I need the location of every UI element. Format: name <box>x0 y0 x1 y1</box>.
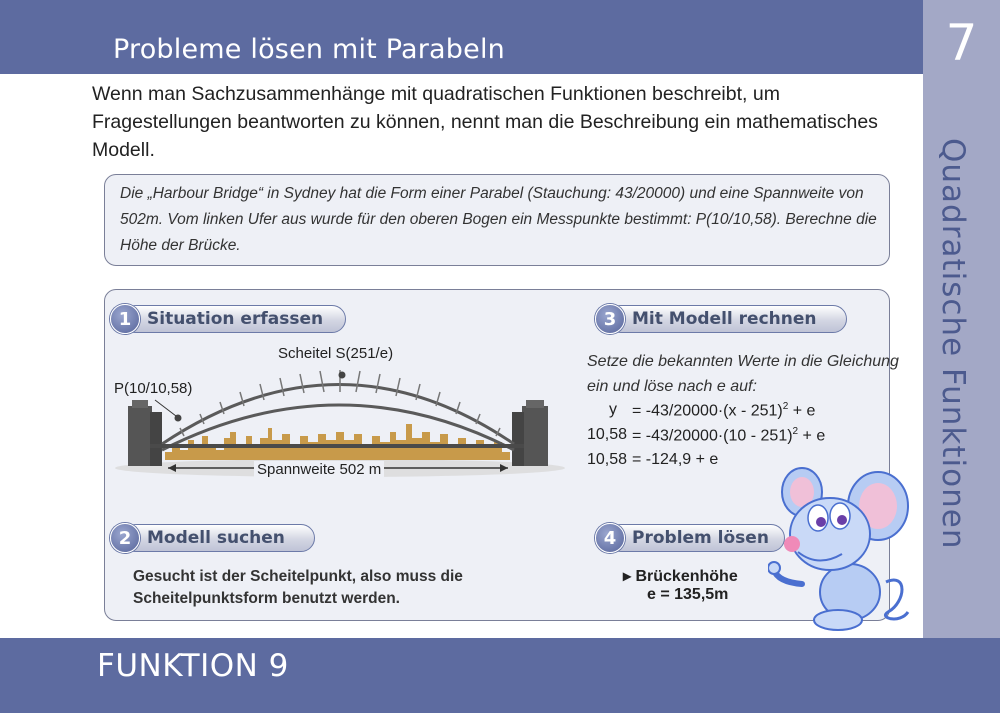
page-title: Probleme lösen mit Parabeln <box>113 34 505 65</box>
vertex-label: Scheitel S(251/e) <box>278 345 394 362</box>
step-loesen <box>595 524 785 554</box>
result-value: e = 135,5m <box>647 586 729 603</box>
step-label: Situation erfassen <box>147 309 324 329</box>
step-number: 4 <box>595 523 625 553</box>
equation-line <box>587 426 627 444</box>
step-number: 3 <box>595 304 625 334</box>
step-number: 2 <box>110 523 140 553</box>
eq-sup: 2 <box>782 401 789 412</box>
step-situation <box>110 305 346 335</box>
mouse-mascot-icon <box>768 462 918 634</box>
step-label: Modell suchen <box>147 528 285 548</box>
eq-rhs: = -124,9 + e <box>632 451 719 468</box>
page-number: 7 <box>945 14 978 72</box>
eq-lhs: 10,58 <box>587 451 628 468</box>
eq-rhs: = -43/20000·(10 - 251) <box>632 427 793 445</box>
eq-rhs: = -43/20000·(x - 251) <box>632 402 783 420</box>
step-label: Problem lösen <box>632 528 769 548</box>
equation-line <box>632 451 718 469</box>
model-text: Gesucht ist der Scheitelpunkt, also muss die Scheitelpunktsform benutzt werden. <box>133 568 463 607</box>
intro-text: Wenn man Sachzusammenhänge mit quadratischen Funktionen beschreibt, um Fragestellungen beantworten zu können, nennt man die Beschreibung ein mathematisches Modell. <box>92 83 878 161</box>
result-label: ▸ Brückenhöhe <box>623 568 738 585</box>
eq-sup: 2 <box>792 426 799 437</box>
point-label: P(10/10,58) <box>114 380 193 397</box>
step-modell <box>110 524 315 554</box>
span-label: Spannweite 502 m <box>254 461 384 478</box>
eq-lhs: 10,58 <box>587 426 628 443</box>
step-label: Mit Modell rechnen <box>632 309 817 329</box>
footer-title: FUNKTION 9 <box>97 648 289 684</box>
equation-line <box>632 401 815 420</box>
equation-line <box>609 401 617 419</box>
task-text: Die „Harbour Bridge“ in Sydney hat die Form einer Parabel (Stauchung: 43/20000) und eine Spannweite von 502m. Vom linken Ufer aus wurde für den oberen Bogen ein Messpunkte bestimmt: P(10/10,58). Berechne die Höhe der Brücke. <box>120 185 877 254</box>
eq-tail: + e <box>798 427 826 445</box>
chapter-label: Quadratische Funktionen <box>935 138 971 550</box>
calc-intro: Setze die bekannten Werte in die Gleichung ein und löse nach e auf: <box>587 353 899 395</box>
step-rechnen <box>595 305 847 335</box>
equation-line <box>632 426 825 445</box>
step-number: 1 <box>110 304 140 334</box>
eq-tail: + e <box>788 402 816 420</box>
eq-lhs: y <box>609 401 617 418</box>
equation-line <box>587 451 627 469</box>
